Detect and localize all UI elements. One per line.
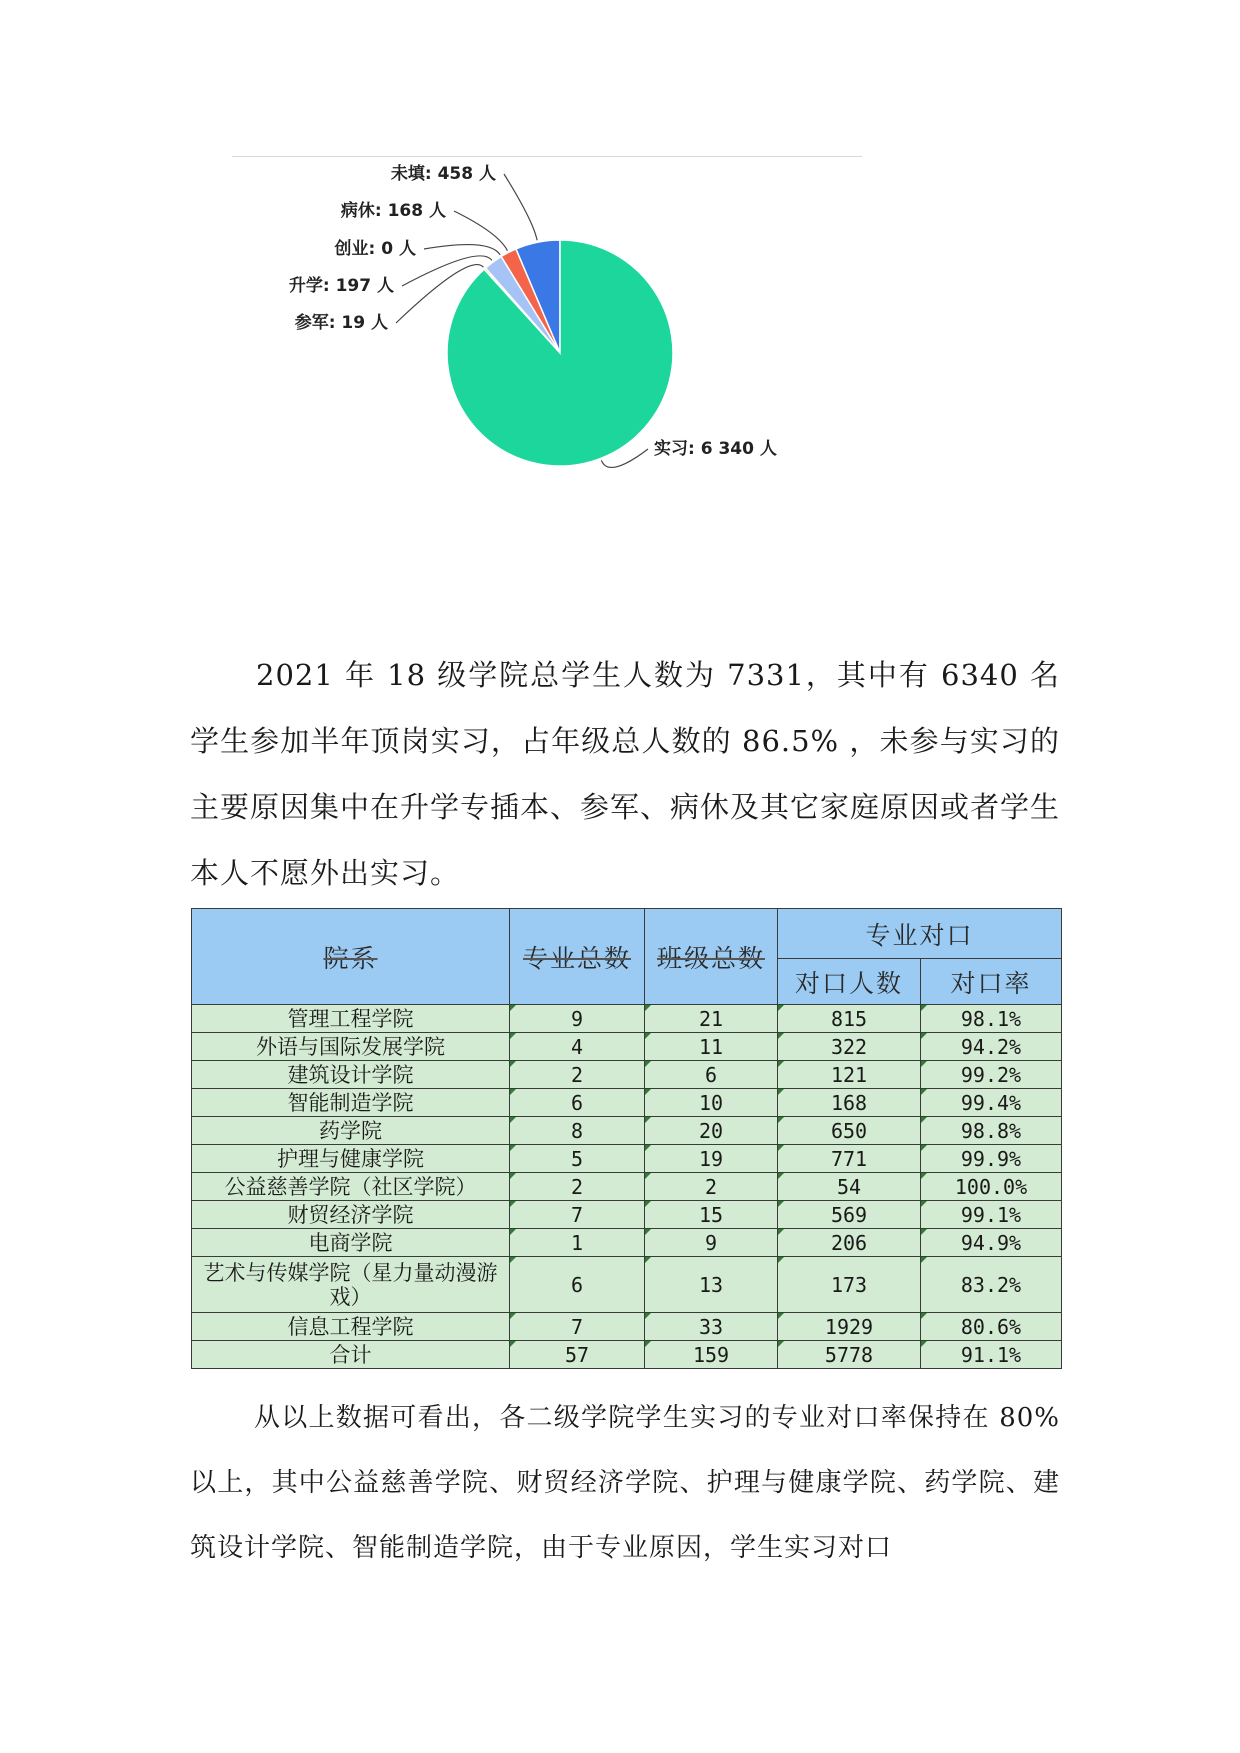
header-majors: 专业总数	[510, 909, 645, 1005]
pie-leader-line	[504, 174, 537, 240]
table-row	[192, 1117, 1062, 1145]
count-cell: 121	[778, 1061, 921, 1089]
count-cell: 569	[778, 1201, 921, 1229]
majors-cell: 6	[510, 1089, 645, 1117]
pie-leader-line	[424, 245, 500, 255]
classes-cell: 2	[645, 1173, 778, 1201]
dept-cell: 公益慈善学院（社区学院）	[192, 1173, 510, 1201]
header-dept: 院系	[192, 909, 510, 1005]
pie-slice-实习	[447, 240, 673, 466]
major-match-table	[191, 908, 1062, 1369]
dept-cell: 管理工程学院	[192, 1005, 510, 1033]
classes-cell: 10	[645, 1089, 778, 1117]
count-cell: 1929	[778, 1313, 921, 1341]
table-row	[192, 1061, 1062, 1089]
rate-cell: 80.6%	[921, 1313, 1062, 1341]
majors-cell: 57	[510, 1341, 645, 1369]
count-cell: 771	[778, 1145, 921, 1173]
majors-cell: 2	[510, 1061, 645, 1089]
majors-cell: 6	[510, 1257, 645, 1313]
count-cell: 168	[778, 1089, 921, 1117]
count-cell: 206	[778, 1229, 921, 1257]
classes-cell: 13	[645, 1257, 778, 1313]
table-total-row	[192, 1341, 1062, 1369]
rate-cell: 99.1%	[921, 1201, 1062, 1229]
dept-cell: 信息工程学院	[192, 1313, 510, 1341]
rate-cell: 98.1%	[921, 1005, 1062, 1033]
classes-cell: 11	[645, 1033, 778, 1061]
dept-cell: 护理与健康学院	[192, 1145, 510, 1173]
classes-cell: 20	[645, 1117, 778, 1145]
table-row	[192, 1089, 1062, 1117]
dept-cell: 合计	[192, 1341, 510, 1369]
dept-cell: 财贸经济学院	[192, 1201, 510, 1229]
dept-cell: 建筑设计学院	[192, 1061, 510, 1089]
table-row	[192, 1313, 1062, 1341]
pie-chart	[270, 164, 830, 540]
header-match-rate: 对口率	[921, 959, 1062, 1005]
dept-cell: 药学院	[192, 1117, 510, 1145]
count-cell: 650	[778, 1117, 921, 1145]
header-match-count: 对口人数	[778, 959, 921, 1005]
majors-cell: 2	[510, 1173, 645, 1201]
table-row	[192, 1257, 1062, 1313]
table-row	[192, 1033, 1062, 1061]
rate-cell: 99.2%	[921, 1061, 1062, 1089]
majors-cell: 8	[510, 1117, 645, 1145]
rate-cell: 99.4%	[921, 1089, 1062, 1117]
dept-cell: 外语与国际发展学院	[192, 1033, 510, 1061]
dept-cell: 智能制造学院	[192, 1089, 510, 1117]
summary-paragraph: 2021 年 18 级学院总学生人数为 7331，其中有 6340 名学生参加半年顶岗实习，占年级总人数的 86.5% ，未参与实习的主要原因集中在升学专插本、参军、病休及其它家庭原因或者学生本人不愿外出实习。	[190, 658, 1061, 890]
count-cell: 54	[778, 1173, 921, 1201]
dept-cell: 艺术与传媒学院（星力量动漫游戏）	[192, 1257, 510, 1313]
count-cell: 815	[778, 1005, 921, 1033]
table-row	[192, 1145, 1062, 1173]
pie-label-未填: 未填: 458 人	[390, 164, 496, 184]
rate-cell: 98.8%	[921, 1117, 1062, 1145]
rate-cell: 94.2%	[921, 1033, 1062, 1061]
rate-cell: 99.9%	[921, 1145, 1062, 1173]
table-row	[192, 1201, 1062, 1229]
pie-label-实习: 实习: 6 340 人	[654, 439, 777, 459]
classes-cell: 19	[645, 1145, 778, 1173]
rate-cell: 94.9%	[921, 1229, 1062, 1257]
majors-cell: 4	[510, 1033, 645, 1061]
classes-cell: 6	[645, 1061, 778, 1089]
classes-cell: 9	[645, 1229, 778, 1257]
count-cell: 5778	[778, 1341, 921, 1369]
count-cell: 173	[778, 1257, 921, 1313]
majors-cell: 1	[510, 1229, 645, 1257]
table-row	[192, 1005, 1062, 1033]
rate-cell: 83.2%	[921, 1257, 1062, 1313]
classes-cell: 21	[645, 1005, 778, 1033]
pie-label-参军: 参军: 19 人	[294, 313, 388, 333]
header-classes: 班级总数	[645, 909, 778, 1005]
rate-cell: 91.1%	[921, 1341, 1062, 1369]
rate-cell: 100.0%	[921, 1173, 1062, 1201]
count-cell: 322	[778, 1033, 921, 1061]
table-row	[192, 1229, 1062, 1257]
classes-cell: 33	[645, 1313, 778, 1341]
classes-cell: 15	[645, 1201, 778, 1229]
classes-cell: 159	[645, 1341, 778, 1369]
majors-cell: 7	[510, 1201, 645, 1229]
majors-cell: 7	[510, 1313, 645, 1341]
majors-cell: 5	[510, 1145, 645, 1173]
pie-label-创业: 创业: 0 人	[334, 239, 416, 259]
chart-top-divider	[232, 156, 862, 157]
header-match-group: 专业对口	[778, 909, 1062, 959]
dept-cell: 电商学院	[192, 1229, 510, 1257]
pie-label-病休: 病休: 168 人	[340, 201, 446, 221]
pie-label-升学: 升学: 197 人	[288, 276, 394, 296]
majors-cell: 9	[510, 1005, 645, 1033]
table-row	[192, 1173, 1062, 1201]
conclusion-paragraph: 从以上数据可看出，各二级学院学生实习的专业对口率保持在 80%以上，其中公益慈善学院、财贸经济学院、护理与健康学院、药学院、建筑设计学院、智能制造学院，由于专业原因，学生实习对口	[190, 1403, 1060, 1563]
